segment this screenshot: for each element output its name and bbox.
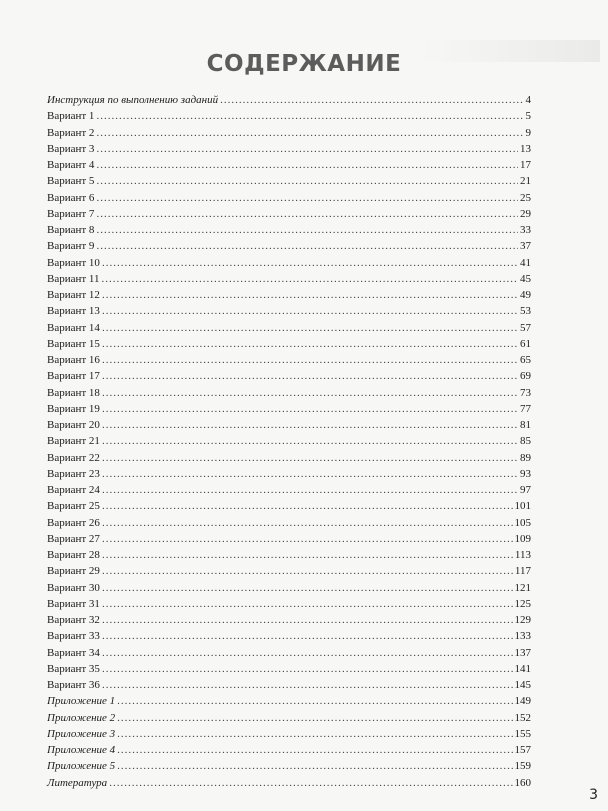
toc-entry[interactable] bbox=[47, 125, 531, 141]
toc-entry-label: Вариант 8 bbox=[47, 224, 95, 236]
toc-entry-label: Вариант 1 bbox=[47, 110, 95, 123]
toc-entry[interactable] bbox=[47, 563, 531, 579]
toc-entry[interactable] bbox=[47, 92, 531, 108]
toc-entry-label: Вариант 7 bbox=[47, 207, 95, 220]
toc-entry[interactable] bbox=[47, 742, 531, 758]
toc-entry-page: 5 bbox=[525, 110, 531, 123]
toc-entry-label: Вариант 6 bbox=[47, 191, 95, 204]
toc-entry[interactable] bbox=[47, 612, 531, 628]
toc-entry-page: 73 bbox=[520, 386, 531, 399]
page-number: 3 bbox=[589, 787, 598, 803]
toc-entry-page: 129 bbox=[514, 614, 531, 626]
toc-dot-leader bbox=[96, 141, 518, 157]
toc-dot-leader bbox=[96, 238, 518, 254]
toc-entry[interactable] bbox=[47, 173, 531, 189]
toc-dot-leader bbox=[102, 352, 518, 368]
toc-entry-label: Вариант 36 bbox=[47, 679, 100, 691]
toc-entry-page: 4 bbox=[525, 94, 531, 106]
toc-entry[interactable] bbox=[47, 775, 531, 791]
toc-entry[interactable] bbox=[47, 515, 531, 531]
toc-entry-label: Вариант 24 bbox=[47, 484, 100, 496]
toc-entry-label: Вариант 23 bbox=[47, 467, 100, 480]
toc-entry-page: 149 bbox=[514, 695, 531, 708]
toc-entry-label: Вариант 11 bbox=[47, 272, 100, 285]
toc-entry-page: 45 bbox=[520, 272, 531, 285]
toc-dot-leader bbox=[102, 677, 513, 693]
toc-dot-leader bbox=[96, 173, 518, 189]
toc-dot-leader bbox=[220, 92, 523, 108]
toc-entry-label: Вариант 13 bbox=[47, 305, 100, 318]
toc-entry-label: Вариант 34 bbox=[47, 646, 100, 659]
toc-entry-page: 141 bbox=[514, 662, 531, 675]
toc-dot-leader bbox=[109, 775, 512, 791]
toc-dot-leader bbox=[102, 515, 513, 531]
toc-entry[interactable] bbox=[47, 336, 531, 352]
toc-dot-leader bbox=[96, 125, 523, 141]
toc-dot-leader bbox=[102, 320, 518, 336]
toc-entry-label: Вариант 17 bbox=[47, 370, 100, 383]
toc-entry-label: Литература bbox=[47, 776, 108, 789]
toc-entry-label: Вариант 14 bbox=[47, 321, 100, 334]
toc-entry[interactable] bbox=[47, 190, 531, 206]
toc-entry[interactable] bbox=[47, 433, 531, 449]
toc-dot-leader bbox=[96, 108, 523, 124]
toc-dot-leader bbox=[102, 255, 518, 271]
toc-entry[interactable] bbox=[47, 498, 531, 514]
toc-entry-page: 155 bbox=[514, 727, 531, 740]
toc-entry-page: 13 bbox=[520, 142, 531, 155]
toc-entry-page: 125 bbox=[514, 597, 531, 610]
toc-dot-leader bbox=[117, 758, 512, 774]
toc-entry-page: 137 bbox=[514, 646, 531, 659]
toc-entry-page: 85 bbox=[520, 435, 531, 448]
toc-dot-leader bbox=[102, 547, 513, 563]
toc-entry[interactable] bbox=[47, 466, 531, 482]
toc-entry-label: Вариант 16 bbox=[47, 354, 100, 366]
toc-dot-leader bbox=[102, 401, 518, 417]
page-title: СОДЕРЖАНИЕ bbox=[206, 51, 402, 78]
toc-dot-leader bbox=[102, 482, 518, 498]
toc-entry-page: 33 bbox=[520, 224, 531, 236]
toc-entry-page: 57 bbox=[520, 321, 531, 334]
toc-entry-page: 21 bbox=[520, 175, 531, 188]
toc-entry-label: Вариант 4 bbox=[47, 159, 95, 171]
toc-dot-leader bbox=[102, 580, 513, 596]
toc-entry[interactable] bbox=[47, 450, 531, 466]
toc-entry-page: 157 bbox=[514, 744, 531, 756]
toc-dot-leader bbox=[102, 417, 518, 433]
toc-entry-page: 69 bbox=[520, 370, 531, 383]
toc-entry-page: 109 bbox=[514, 532, 531, 545]
toc-dot-leader bbox=[117, 742, 512, 758]
toc-dot-leader bbox=[102, 303, 518, 319]
toc-entry-label: Вариант 26 bbox=[47, 516, 100, 529]
toc-entry-label: Приложение 2 bbox=[47, 711, 116, 724]
toc-entry-page: 65 bbox=[520, 354, 531, 366]
toc-entry-label: Вариант 5 bbox=[47, 175, 95, 188]
toc-entry[interactable] bbox=[47, 547, 531, 563]
toc-entry[interactable] bbox=[47, 222, 531, 238]
toc-entry-page: 159 bbox=[514, 760, 531, 773]
toc-entry-page: 105 bbox=[514, 516, 531, 529]
toc-entry[interactable] bbox=[47, 238, 531, 254]
toc-entry-label: Вариант 29 bbox=[47, 565, 100, 578]
toc-entry[interactable] bbox=[47, 287, 531, 303]
toc-entry[interactable] bbox=[47, 482, 531, 498]
toc-entry-label: Вариант 35 bbox=[47, 662, 100, 675]
toc-entry[interactable] bbox=[47, 580, 531, 596]
toc-entry-label: Вариант 28 bbox=[47, 549, 100, 561]
toc-entry[interactable] bbox=[47, 661, 531, 677]
toc-entry[interactable] bbox=[47, 368, 531, 384]
toc-entry-page: 53 bbox=[520, 305, 531, 318]
toc-entry-label: Инструкция по выполнению заданий bbox=[47, 94, 219, 106]
toc-entry-label: Вариант 15 bbox=[47, 337, 100, 350]
toc-entry-label: Вариант 18 bbox=[47, 386, 100, 399]
toc-dot-leader bbox=[102, 498, 513, 514]
toc-entry-page: 17 bbox=[520, 159, 531, 171]
toc-entry-page: 113 bbox=[514, 549, 531, 561]
toc-entry-label: Вариант 33 bbox=[47, 630, 100, 643]
toc-entry-label: Приложение 4 bbox=[47, 744, 116, 756]
toc-entry-page: 61 bbox=[520, 337, 531, 350]
toc-entry-page: 77 bbox=[520, 402, 531, 415]
toc-dot-leader bbox=[102, 596, 513, 612]
toc-entry-label: Вариант 2 bbox=[47, 126, 95, 139]
toc-dot-leader bbox=[102, 563, 513, 579]
toc-entry-label: Вариант 32 bbox=[47, 614, 100, 626]
toc-dot-leader bbox=[102, 336, 518, 352]
toc-entry[interactable] bbox=[47, 141, 531, 157]
toc-entry[interactable] bbox=[47, 157, 531, 173]
toc-dot-leader bbox=[102, 450, 518, 466]
toc-entry-page: 160 bbox=[514, 776, 531, 789]
toc-dot-leader bbox=[102, 433, 518, 449]
toc-entry-label: Вариант 19 bbox=[47, 402, 100, 415]
toc-entry-label: Приложение 1 bbox=[47, 695, 116, 708]
toc-entry-page: 101 bbox=[514, 500, 531, 513]
toc-entry-label: Вариант 25 bbox=[47, 500, 100, 513]
toc-entry[interactable] bbox=[47, 677, 531, 693]
toc-entry-page: 41 bbox=[520, 256, 531, 269]
toc-entry[interactable] bbox=[47, 417, 531, 433]
toc-entry-page: 89 bbox=[520, 451, 531, 464]
toc-entry[interactable] bbox=[47, 710, 531, 726]
toc-entry-page: 81 bbox=[520, 419, 531, 431]
toc-entry[interactable] bbox=[47, 271, 531, 287]
toc-dot-leader bbox=[117, 710, 512, 726]
toc-dot-leader bbox=[102, 531, 513, 547]
toc-dot-leader bbox=[102, 612, 513, 628]
toc-entry[interactable] bbox=[47, 206, 531, 222]
toc-entry-label: Вариант 30 bbox=[47, 581, 100, 594]
toc-entry-page: 49 bbox=[520, 289, 531, 301]
toc-entry-label: Приложение 3 bbox=[47, 727, 116, 740]
toc-entry[interactable] bbox=[47, 596, 531, 612]
toc-entry-label: Вариант 31 bbox=[47, 597, 100, 610]
toc-entry[interactable] bbox=[47, 758, 531, 774]
toc-entry-page: 37 bbox=[520, 240, 531, 253]
toc-entry-label: Вариант 10 bbox=[47, 256, 100, 269]
toc-entry-page: 93 bbox=[520, 467, 531, 480]
toc-entry[interactable] bbox=[47, 726, 531, 742]
toc-entry[interactable] bbox=[47, 693, 531, 709]
toc-dot-leader bbox=[102, 385, 518, 401]
toc-entry-page: 117 bbox=[514, 565, 531, 578]
toc-entry-label: Вариант 27 bbox=[47, 532, 100, 545]
toc-entry-label: Вариант 20 bbox=[47, 419, 100, 431]
table-of-contents bbox=[47, 92, 531, 791]
toc-dot-leader bbox=[102, 287, 518, 303]
toc-dot-leader bbox=[117, 726, 512, 742]
toc-dot-leader bbox=[102, 645, 513, 661]
toc-entry[interactable] bbox=[47, 255, 531, 271]
toc-entry[interactable] bbox=[47, 645, 531, 661]
toc-entry[interactable] bbox=[47, 303, 531, 319]
toc-entry-page: 25 bbox=[520, 191, 531, 204]
toc-dot-leader bbox=[102, 466, 518, 482]
toc-entry-page: 29 bbox=[520, 207, 531, 220]
toc-entry-page: 152 bbox=[514, 711, 531, 724]
toc-entry[interactable] bbox=[47, 401, 531, 417]
toc-entry-page: 133 bbox=[514, 630, 531, 643]
toc-entry-label: Вариант 3 bbox=[47, 142, 95, 155]
toc-entry-page: 97 bbox=[520, 484, 531, 496]
toc-entry[interactable] bbox=[47, 531, 531, 547]
toc-dot-leader bbox=[96, 222, 518, 238]
toc-entry-page: 9 bbox=[525, 126, 531, 139]
toc-entry-label: Вариант 21 bbox=[47, 435, 100, 448]
toc-dot-leader bbox=[96, 206, 518, 222]
toc-entry-label: Приложение 5 bbox=[47, 760, 116, 773]
toc-entry[interactable] bbox=[47, 320, 531, 336]
toc-entry-page: 121 bbox=[514, 581, 531, 594]
toc-dot-leader bbox=[102, 628, 513, 644]
toc-entry[interactable] bbox=[47, 385, 531, 401]
toc-entry-label: Вариант 9 bbox=[47, 240, 95, 253]
toc-entry[interactable] bbox=[47, 352, 531, 368]
toc-dot-leader bbox=[102, 661, 513, 677]
toc-entry[interactable] bbox=[47, 108, 531, 124]
toc-dot-leader bbox=[96, 190, 518, 206]
toc-entry[interactable] bbox=[47, 628, 531, 644]
toc-dot-leader bbox=[96, 157, 518, 173]
toc-entry-page: 145 bbox=[514, 679, 531, 691]
toc-entry-label: Вариант 22 bbox=[47, 451, 100, 464]
toc-dot-leader bbox=[102, 368, 518, 384]
toc-dot-leader bbox=[117, 693, 512, 709]
toc-entry-label: Вариант 12 bbox=[47, 289, 100, 301]
toc-dot-leader bbox=[102, 271, 518, 287]
